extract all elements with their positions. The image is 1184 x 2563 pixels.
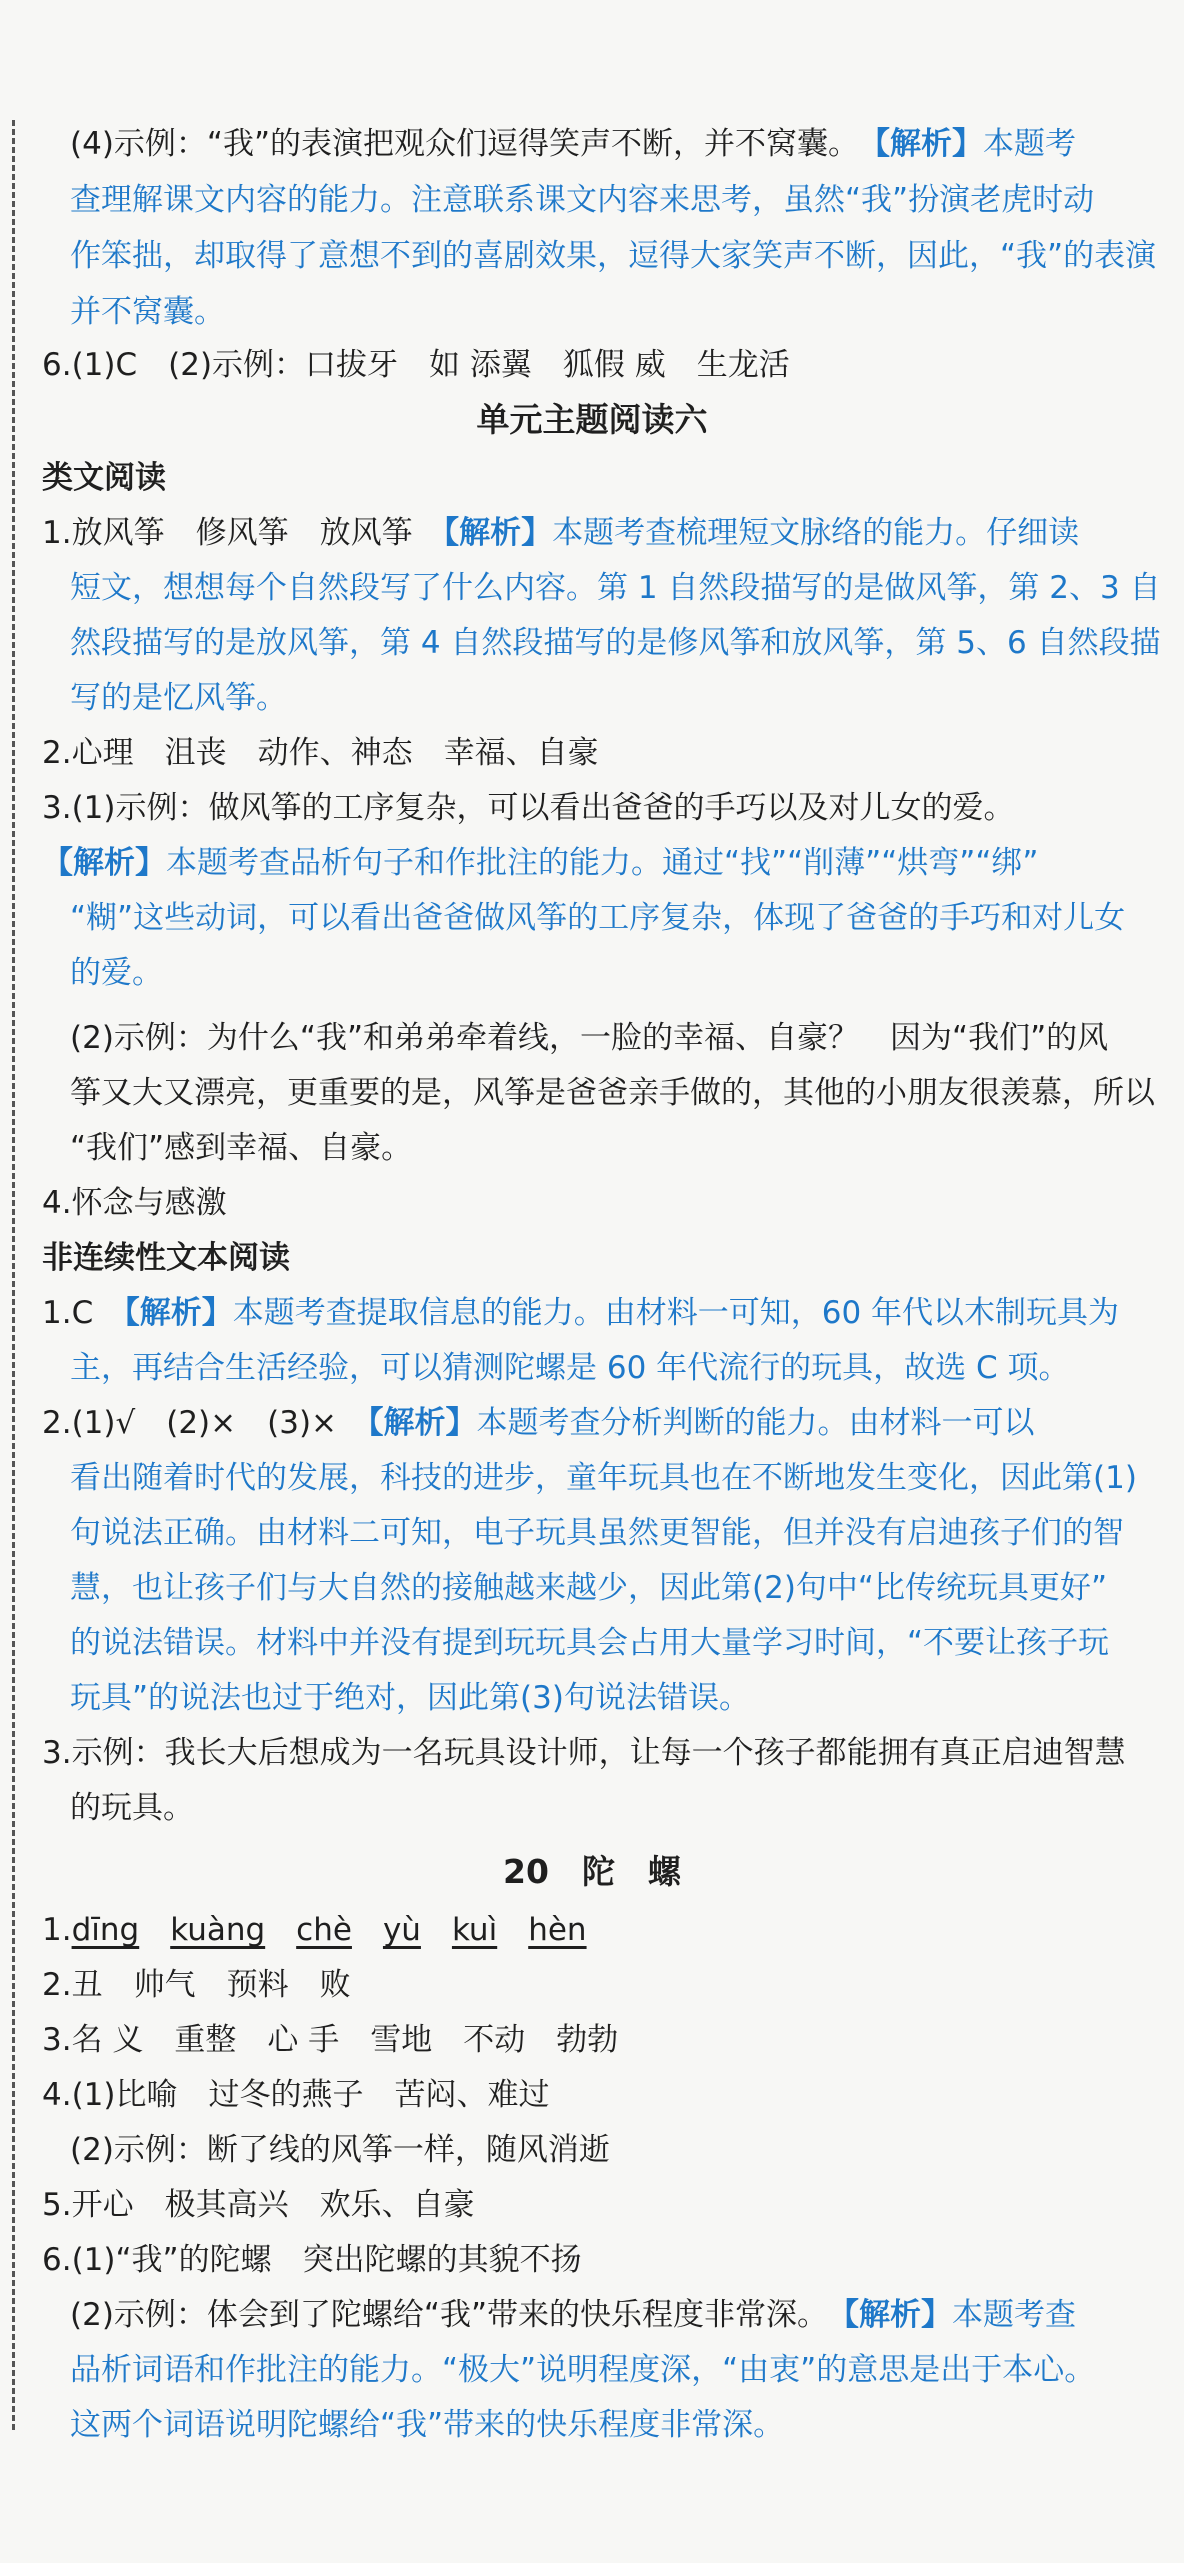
u-q3-1: 3.(1)示例：做风筝的工序复杂，可以看出爸爸的手巧以及对儿女的爱。: [42, 790, 1015, 826]
q4-analysis-line2: 查理解课文内容的能力。注意联系课文内容来思考，虽然“我”扮演老虎时动: [70, 182, 1095, 218]
n-q1-line2: 主，再结合生活经验，可以猜测陀螺是 60 年代流行的玩具，故选 C 项。: [70, 1350, 1070, 1386]
subheading-reading: 类文阅读: [42, 460, 166, 496]
u-q3-analysis-line2: “糊”这些动词，可以看出爸爸做风筝的工序复杂，体现了爸爸的手巧和对儿女: [70, 900, 1126, 936]
l-q4-1: 4.(1)比喻 过冬的燕子 苦闷、难过: [42, 2077, 550, 2113]
pinyin-item: chè: [296, 1912, 352, 1948]
analysis-tag: 【解析】: [843, 2297, 953, 2333]
n-q2-line1: 2.(1)√ (2)× (3)× 【解析】本题考查分析判断的能力。由材料一可以: [42, 1405, 1035, 1441]
u-q1-line4: 写的是忆风筝。: [70, 680, 287, 716]
n-q3-line1: 3.示例：我长大后想成为一名玩具设计师，让每一个孩子都能拥有真正启迪智慧: [42, 1735, 1126, 1771]
l-q6-analysis-line3: 这两个词语说明陀螺给“我”带来的快乐程度非常深。: [70, 2407, 785, 2443]
analysis-tag: 【解析】: [443, 515, 553, 551]
u-q3-2-line1: (2)示例：为什么“我”和弟弟牵着线，一脸的幸福、自豪？ 因为“我们”的风: [70, 1020, 1109, 1056]
n-q3-line2: 的玩具。: [70, 1790, 194, 1826]
u-q2: 2.心理 沮丧 动作、神态 幸福、自豪: [42, 735, 599, 771]
l-q6-1: 6.(1)“我”的陀螺 突出陀螺的其貌不扬: [42, 2242, 582, 2278]
l-q1-pinyin: 1.dīng kuàng chè yù kuì hèn: [42, 1912, 587, 1948]
l-q6-analysis-line2: 品析词语和作批注的能力。“极大”说明程度深，“由衷”的意思是出于本心。: [70, 2352, 1096, 2388]
n-q2-line2: 看出随着时代的发展，科技的进步，童年玩具也在不断地发生变化，因此第(1): [70, 1460, 1137, 1496]
u-q3-2-line2: 筝又大又漂亮，更重要的是，风筝是爸爸亲手做的，其他的小朋友很羡慕，所以: [70, 1075, 1155, 1111]
q6-answer: 6.(1)C (2)示例：口拔牙 如 添翼 狐假 威 生龙活: [42, 347, 790, 383]
dashed-cut-line: [12, 120, 15, 2430]
n-q2-line3: 句说法正确。由材料二可知，电子玩具虽然更智能，但并没有启迪孩子们的智: [70, 1515, 1124, 1551]
u-q4: 4.怀念与感激: [42, 1185, 227, 1221]
u-q1-line1: 1.放风筝 修风筝 放风筝 【解析】本题考查梳理短文脉络的能力。仔细读: [42, 515, 1080, 551]
analysis-tag: 【解析】: [874, 126, 984, 162]
analysis-tag: 【解析】: [368, 1405, 477, 1441]
n-q2-line5: 的说法错误。材料中并没有提到玩玩具会占用大量学习时间，“不要让孩子玩: [70, 1625, 1110, 1661]
u-q3-analysis-line1: 【解析】本题考查品析句子和作批注的能力。通过“找”“削薄”“烘弯”“绑”: [42, 845, 1039, 881]
n-q1-line1: 1.C 【解析】本题考查提取信息的能力。由材料一可知，60 年代以木制玩具为: [42, 1295, 1120, 1331]
u-q1-line2: 短文，想想每个自然段写了什么内容。第 1 自然段描写的是做风筝，第 2、3 自: [70, 570, 1161, 606]
q4-line1: (4)示例：“我”的表演把观众们逗得笑声不断，并不窝囊。 【解析】本题考: [70, 126, 1077, 162]
section-title-unit: 单元主题阅读六: [476, 400, 708, 439]
l-q6-2-line1: (2)示例：体会到了陀螺给“我”带来的快乐程度非常深。 【解析】本题考查: [70, 2297, 1077, 2333]
analysis-tag: 【解析】: [124, 1295, 233, 1331]
pinyin-item: kuì: [451, 1912, 498, 1948]
pinyin-item: yù: [382, 1912, 421, 1948]
u-q1-line3: 然段描写的是放风筝，第 4 自然段描写的是修风筝和放风筝，第 5、6 自然段描: [70, 625, 1161, 661]
l-q4-2: (2)示例：断了线的风筝一样，随风消逝: [70, 2132, 610, 2168]
q4-analysis-line3: 作笨拙，却取得了意想不到的喜剧效果，逗得大家笑声不断，因此，“我”的表演: [70, 238, 1157, 274]
l-q3: 3.名 义 重整 心 手 雪地 不动 勃勃: [42, 2022, 619, 2058]
l-q5: 5.开心 极其高兴 欢乐、自豪: [42, 2187, 475, 2223]
n-q2-line4: 慧，也让孩子们与大自然的接触越来越少，因此第(2)句中“比传统玩具更好”: [70, 1570, 1108, 1606]
n-q2-line6: 玩具”的说法也过于绝对，因此第(3)句说法错误。: [70, 1680, 750, 1716]
subheading-noncontinuous: 非连续性文本阅读: [42, 1240, 290, 1276]
u-q3-analysis-line3: 的爱。: [70, 955, 163, 991]
pinyin-item: hèn: [528, 1912, 587, 1948]
pinyin-item: kuàng: [170, 1912, 266, 1948]
section-title-lesson: 20 陀 螺: [503, 1852, 681, 1891]
pinyin-item: dīng: [71, 1912, 140, 1948]
u-q3-2-line3: “我们”感到幸福、自豪。: [70, 1130, 413, 1166]
analysis-tag: 【解析】: [42, 845, 166, 881]
l-q2: 2.丑 帅气 预料 败: [42, 1967, 351, 2003]
q4-analysis-line4: 并不窝囊。: [70, 294, 225, 330]
